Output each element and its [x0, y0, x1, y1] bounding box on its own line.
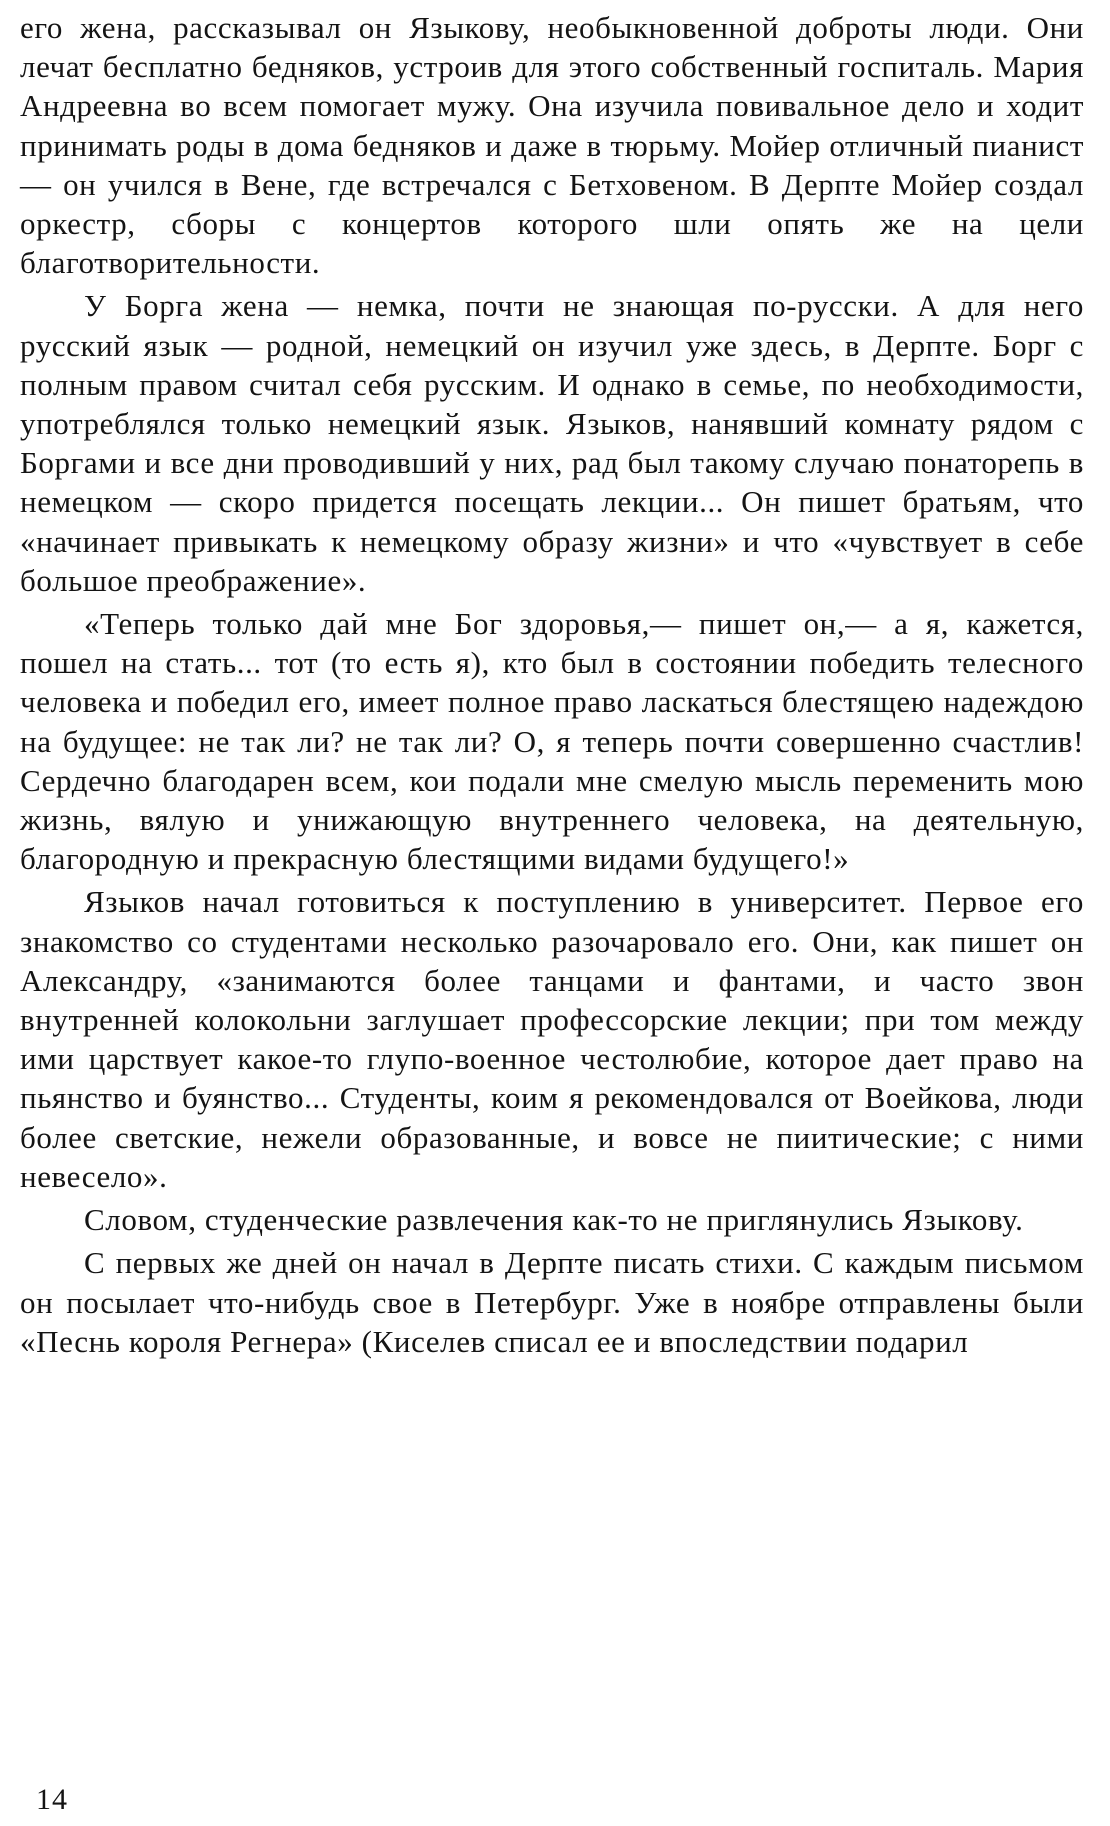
paragraph-3: «Теперь только дай мне Бог здоровья,— пишет он,— а я, кажется, пошел на стать... тот (то есть я), кто был в состоянии победить телесного человека и победил его, имеет полное право ласкаться блестящею надеждою на будущее: не так ли? не так ли? О, я теперь почти совершенно счастлив! Сердечно благодарен всем, кои подали мне смелую мысль переменить мою жизнь, вялую и унижающую внутреннего человека, на деятельную, благородную и прекрасную блестящими видами будущего!» — [20, 606, 1084, 877]
paragraph-6: С первых же дней он начал в Дерпте писать стихи. С каждым письмом он посылает что-нибудь свое в Петербург. Уже в ноябре отправлены были «Песнь короля Регнера» (Киселев списал ее и впоследствии подарил — [20, 1245, 1084, 1359]
paragraph-2: У Борга жена — немка, почти не знающая по-русски. А для него русский язык — родной, немецкий он изучил уже здесь, в Дерпте. Борг с полным правом считал себя русским. И однако в семье, по необходимости, употреблялся только немецкий язык. Языков, нанявший комнату рядом с Боргами и все дни проводивший у них, рад был такому случаю понаторепь в немецком — скоро придется посещать лекции... Он пишет братьям, что «начинает привыкать к немецкому образу жизни» и что «чувствует в себе большое преображение». — [20, 288, 1084, 598]
paragraph-1: его жена, рассказывал он Языкову, необыкновенной доброты люди. Они лечат бесплатно бедняков, устроив для этого собственный госпиталь. Мария Андреевна во всем помогает мужу. Она изучила повивальное дело и ходит принимать роды в дома бедняков и даже в тюрьму. Мойер отличный пианист — он учился в Вене, где встречался с Бетховеном. В Дерпте Мойер создал оркестр, сборы с концертов которого шли опять же на цели благотворительности. — [20, 10, 1084, 281]
paragraph-4: Языков начал готовиться к поступлению в университет. Первое его знакомство со студентами несколько разочаровало его. Они, как пишет он Александру, «занимаются более танцами и фантами, и часто звон внутренней колокольни заглушает профессорские лекции; при том между ими царствует какое-то глупо-военное честолюбие, которое дает право на пьянство и буянство... Студенты, коим я рекомендовался от Воейкова, люди более светские, нежели образованные, и вовсе не пиитические; с ними невесело». — [20, 884, 1084, 1194]
page-number: 14 — [36, 1783, 68, 1816]
paragraph-5: Словом, студенческие развлечения как-то не приглянулись Языкову. — [84, 1202, 1024, 1238]
document-page — [20, 8, 1084, 1361]
